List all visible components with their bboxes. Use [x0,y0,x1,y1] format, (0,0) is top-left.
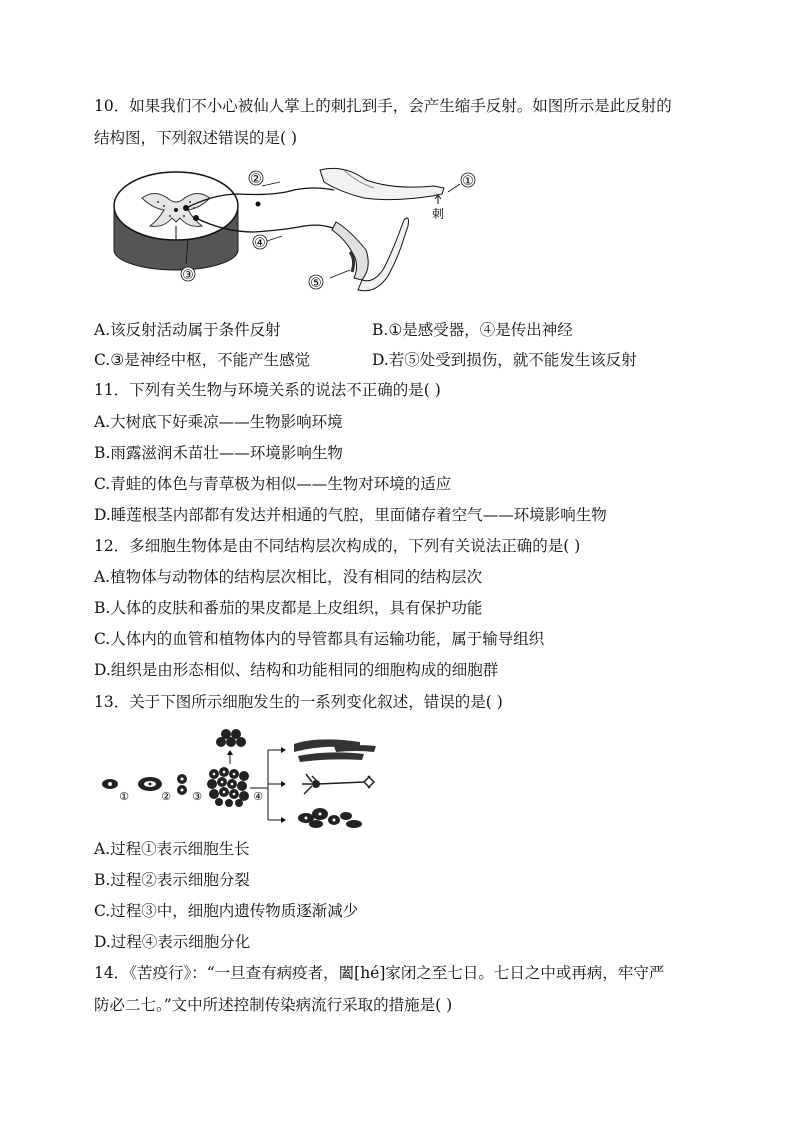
label-4: ④ [254,236,266,251]
process-label-4: ④ [253,790,263,803]
q11-option-d[interactable]: D.睡莲根茎内部都有发达并相通的气腔，里面储存着空气——环境影响生物 [94,506,607,524]
connective-tissue [298,808,362,828]
cell-single [102,779,118,789]
process-label-2: ② [161,790,171,803]
q11-option-a[interactable]: A.大树底下好乘凉——生物影响环境 [94,413,343,431]
q13-option-c[interactable]: C.过程③中，细胞内遗传物质逐渐减少 [94,902,359,920]
label-1: ① [462,174,474,189]
q10-stem-line1: 10．如果我们不小心被仙人掌上的刺扎到手，会产生缩手反射。如图所示是此反射的 [94,97,672,115]
cell-cluster-top [216,729,246,747]
q10-option-b[interactable]: B.①是感受器，④是传出神经 [372,321,573,339]
process-label-3: ③ [192,790,202,803]
q11-option-b[interactable]: B.雨露滋润禾苗壮——环境影响生物 [94,444,343,462]
q13-option-a[interactable]: A.过程①表示细胞生长 [94,840,250,858]
q13-stem: 13．关于下图所示细胞发生的一系列变化叙述，错误的是( ) [94,693,503,711]
muscle-tissue [294,739,376,762]
label-5: ⑤ [310,276,322,291]
label-ci: 刺 [431,207,445,221]
q10-option-a[interactable]: A.该反射活动属于条件反射 [94,321,281,339]
q12-option-a[interactable]: A.植物体与动物体的结构层次相比，没有相同的结构层次 [94,568,483,586]
q13-option-d[interactable]: D.过程④表示细胞分化 [94,933,251,951]
process-label-1: ① [119,790,129,803]
q10-stem-line2: 结构图，下列叙述错误的是( ) [94,129,298,147]
q10-option-d[interactable]: D.若⑤处受到损伤，就不能发生该反射 [372,351,637,369]
q13-option-b[interactable]: B.过程②表示细胞分裂 [94,871,250,889]
q12-option-c[interactable]: C.人体内的血管和植物体内的导管都具有运输功能，属于输导组织 [94,630,545,648]
cell-development-figure [98,724,382,828]
q12-option-b[interactable]: B.人体的皮肤和番茄的果皮都是上皮组织，具有保护功能 [94,599,483,617]
q14-stem-line1: 14．《苦疫行》：“一旦查有病疫者，闔[hé]家闭之至七日。七日之中或再病，牢守严 [94,964,665,982]
q12-stem: 12．多细胞生物体是由不同结构层次构成的，下列有关说法正确的是( ) [94,537,581,555]
q14-stem-line2: 防必二七。”文中所述控制传染病流行采取的措施是( ) [94,996,453,1014]
label-2: ② [250,172,262,187]
cell-dividing [177,774,187,795]
reflex-arc-figure [104,160,488,308]
spinal-cord-section [114,172,238,270]
q12-option-d[interactable]: D.组织是由形态相似、结构和功能相同的细胞构成的细胞群 [94,661,499,679]
label-3: ③ [182,268,194,283]
q11-stem: 11．下列有关生物与环境关系的说法不正确的是( ) [94,381,441,399]
q11-option-c[interactable]: C.青蛙的体色与青草极为相似——生物对环境的适应 [94,475,452,493]
q10-option-c[interactable]: C.③是神经中枢，不能产生感觉 [94,351,311,369]
cell-grown [138,777,162,791]
